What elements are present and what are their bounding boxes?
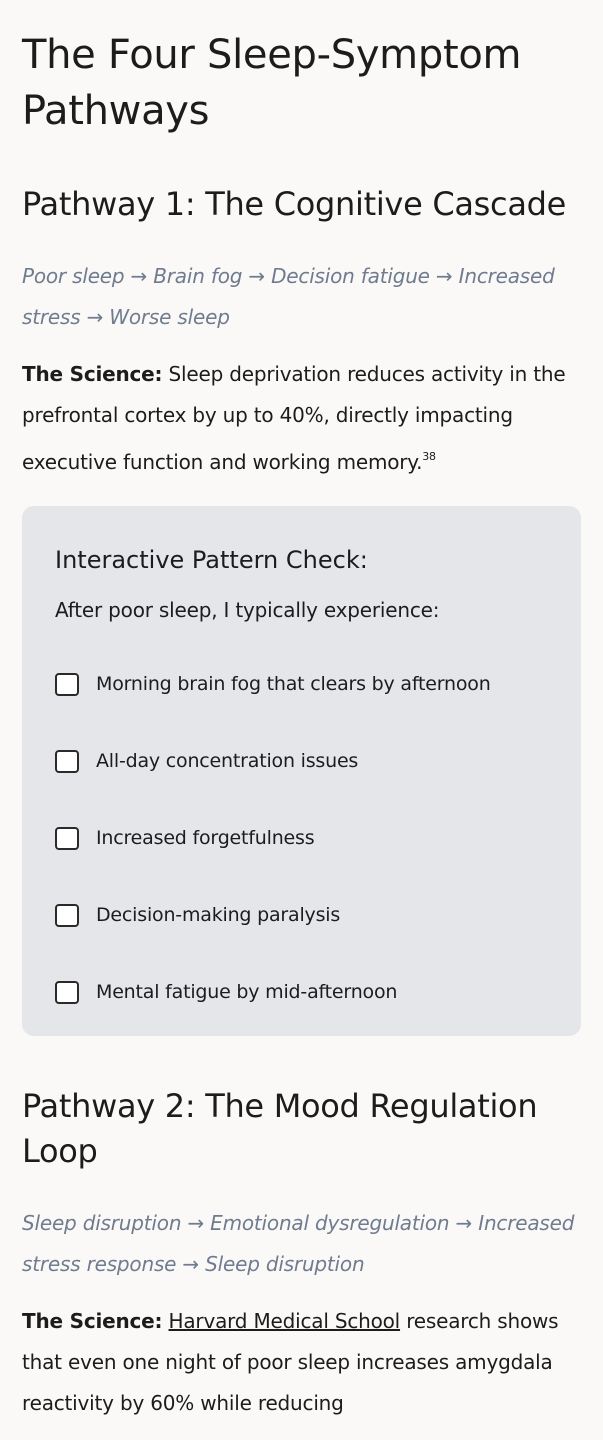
pattern-check-prompt: After poor sleep, I typically experience: xyxy=(55,598,440,622)
pattern-check-title: Interactive Pattern Check: xyxy=(55,546,368,574)
checkbox[interactable] xyxy=(55,904,79,927)
science-label: The Science: xyxy=(22,1309,163,1333)
science-text: Sleep deprivation reduces activity in the prefrontal cortex by up to 40%, directly impacting executive function and working memory. xyxy=(22,362,566,474)
checkbox[interactable] xyxy=(55,750,79,773)
pattern-option[interactable] xyxy=(55,977,548,1007)
harvard-link[interactable]: Harvard Medical School xyxy=(168,1309,401,1333)
pattern-check-panel xyxy=(22,506,581,1036)
pathway-1-flow: Poor sleep → Brain fog → Decision fatigue → Increased stress → Worse sleep xyxy=(22,264,555,329)
page-title: The Four Sleep-Symptom Pathways xyxy=(22,32,522,134)
option-label: All-day concentration issues xyxy=(96,750,359,772)
option-label: Morning brain fog that clears by afternoon xyxy=(96,673,491,695)
checkbox[interactable] xyxy=(55,827,79,850)
pattern-option[interactable] xyxy=(55,746,548,776)
pattern-option[interactable] xyxy=(55,669,548,699)
pathway-1-heading: Pathway 1: The Cognitive Cascade xyxy=(22,185,567,223)
checkbox[interactable] xyxy=(55,673,79,696)
option-label: Increased forgetfulness xyxy=(96,827,315,849)
option-label: Decision-making paralysis xyxy=(96,904,341,926)
pattern-option[interactable] xyxy=(55,900,548,930)
pathway-1-science xyxy=(22,354,581,483)
checkbox[interactable] xyxy=(55,981,79,1004)
pathway-2-flow: Sleep disruption → Emotional dysregulation → Increased stress response → Sleep disruption xyxy=(22,1211,575,1276)
pathway-2-heading: Pathway 2: The Mood Regulation Loop xyxy=(22,1087,538,1170)
citation-marker: 38 xyxy=(422,450,436,463)
science-text: research shows that even one night of poor sleep increases amygdala reactivity by 60% while reducing xyxy=(22,1309,559,1415)
pathway-2-science xyxy=(22,1301,581,1424)
option-label: Mental fatigue by mid-afternoon xyxy=(96,981,398,1003)
pattern-option[interactable] xyxy=(55,823,548,853)
science-label: The Science: xyxy=(22,362,163,386)
